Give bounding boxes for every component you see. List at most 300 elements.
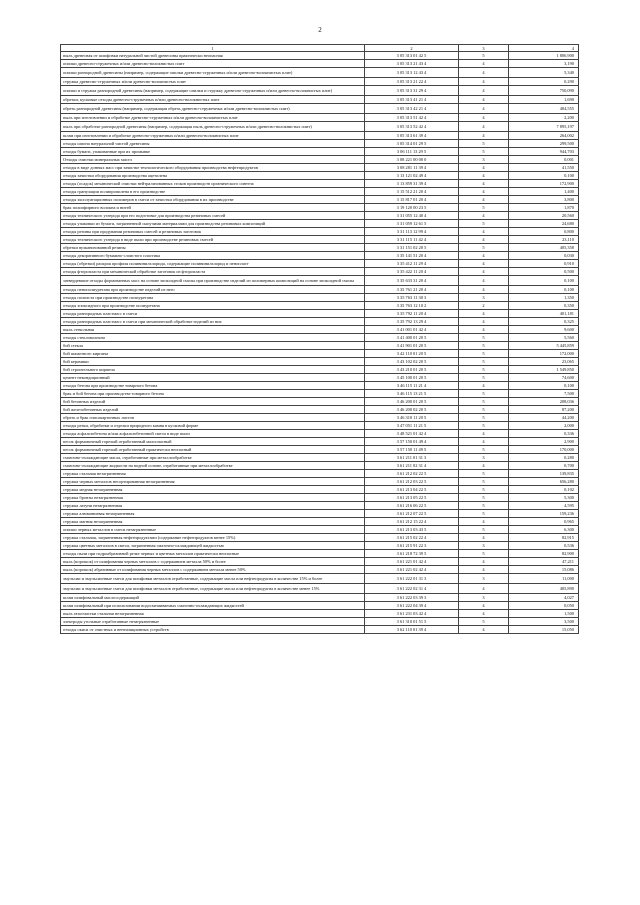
hazard-class-cell: 3: [459, 542, 509, 550]
table-row: [61, 566, 579, 574]
hazard-class-cell: 4: [459, 180, 509, 188]
table-row: [61, 366, 579, 374]
hazard-class-cell: 4: [459, 566, 509, 574]
fkko-code-cell: 3 31 115 11 42 4: [365, 236, 459, 244]
waste-name-cell: отходы шпона натуральной чистой древесины: [61, 140, 365, 148]
table-row: [61, 220, 579, 228]
fkko-code-cell: 3 46 115 13 21 5: [365, 390, 459, 398]
fkko-code-cell: 3 45 100 01 20 5: [365, 374, 459, 382]
waste-name-cell: обрезки вулканизованной резины: [61, 244, 365, 252]
fkko-code-cell: 3 31 151 02 20 5: [365, 244, 459, 252]
table-row: [61, 610, 579, 618]
table-row: [61, 204, 579, 212]
hazard-class-cell: 5: [459, 342, 509, 350]
waste-name-cell: шлам при изготовлении и обработке древесно-стружечных и/или древесно-волокнистых плит: [61, 132, 365, 140]
hazard-class-cell: 4: [459, 438, 509, 446]
hazard-class-cell: 4: [459, 164, 509, 172]
fkko-code-cell: 3 46 200 02 20 5: [365, 406, 459, 414]
quantity-cell: 2,900: [509, 438, 579, 446]
hazard-class-cell: 4: [459, 228, 509, 236]
quantity-cell: 0,536: [509, 542, 579, 550]
table-row: [61, 172, 579, 180]
hazard-class-cell: 4: [459, 310, 509, 318]
fkko-code-cell: 3 61 221 01 42 4: [365, 558, 459, 566]
hazard-class-cell: 4: [459, 626, 509, 634]
quantity-cell: 6,300: [509, 526, 579, 534]
fkko-code-cell: 3 46 200 01 20 5: [365, 398, 459, 406]
hazard-class-cell: 4: [459, 172, 509, 180]
quantity-cell: 1,350: [509, 294, 579, 302]
table-row: [61, 398, 579, 406]
hazard-class-cell: 5: [459, 446, 509, 454]
quantity-cell: 5,300: [509, 494, 579, 502]
table-header-row: [61, 45, 579, 52]
fkko-code-cell: 3 61 215 91 22 3: [365, 542, 459, 550]
quantity-cell: 405,358: [509, 244, 579, 252]
table-row: [61, 390, 579, 398]
table-row: [61, 60, 579, 68]
fkko-code-cell: 3 41 001 01 42 4: [365, 326, 459, 334]
header-col-3: 3: [459, 45, 509, 52]
table-row: [61, 584, 579, 594]
page-number: 2: [318, 26, 322, 34]
waste-name-cell: отходы декоративного бумажно-слоистого пластика: [61, 252, 365, 260]
table-row: [61, 430, 579, 438]
fkko-code-cell: 3 61 222 02 31 4: [365, 584, 459, 594]
waste-name-cell: электроды угольные отработанные незагрязненные: [61, 618, 365, 626]
table-row: [61, 510, 579, 518]
waste-name-cell: отходы в виде донных масс при зачистке технологического оборудования производства нефтепродуктов: [61, 164, 365, 172]
table-row: [61, 164, 579, 172]
fkko-code-cell: 3 61 221 02 42 4: [365, 566, 459, 574]
table-row: [61, 188, 579, 196]
table-row: [61, 414, 579, 422]
quantity-cell: 4,027: [509, 594, 579, 602]
waste-name-cell: отходы эксплуатационных полимеров в смеси от зачистки оборудования в их производстве: [61, 196, 365, 204]
hazard-class-cell: 5: [459, 244, 509, 252]
waste-name-cell: бой керамики: [61, 358, 365, 366]
waste-name-cell: смазочно-охлаждающие масла, отработанные при металлообработке: [61, 454, 365, 462]
hazard-class-cell: 3: [459, 594, 509, 602]
fkko-code-cell: 3 61 215 02 22 4: [365, 534, 459, 542]
quantity-cell: 0,800: [509, 228, 579, 236]
table-row: [61, 132, 579, 140]
waste-name-cell: отходы полиэста при производстве полиуретана: [61, 294, 365, 302]
quantity-cell: 0,965: [509, 518, 579, 526]
hazard-class-cell: 3: [459, 454, 509, 462]
table-row: [61, 68, 579, 78]
waste-name-cell: отходы эпоксидного при производстве полиуретана: [61, 302, 365, 310]
table-row: [61, 574, 579, 584]
table-row: [61, 470, 579, 478]
hazard-class-cell: 4: [459, 584, 509, 594]
waste-name-cell: стружка алюминиевая незагрязненная: [61, 510, 365, 518]
waste-name-cell: отходы стекловолокна: [61, 334, 365, 342]
hazard-class-cell: 5: [459, 334, 509, 342]
quantity-cell: 0,100: [509, 276, 579, 286]
waste-name-cell: стружка черных металлов несортированная незагрязненная: [61, 478, 365, 486]
quantity-cell: 0,910: [509, 260, 579, 268]
fkko-code-cell: 3 61 213 03 43 5: [365, 526, 459, 534]
table-row: [61, 122, 579, 132]
header-col-2: 2: [365, 45, 459, 52]
table-row: [61, 326, 579, 334]
quantity-cell: 1,690: [509, 96, 579, 104]
quantity-cell: 404,555: [509, 104, 579, 114]
hazard-class-cell: 4: [459, 60, 509, 68]
hazard-class-cell: 5: [459, 486, 509, 494]
waste-name-cell: стружка древесно-стружечных и/или древесно-волокнистых плит: [61, 78, 365, 86]
table-row: [61, 534, 579, 542]
table-row: [61, 212, 579, 220]
table-row: [61, 78, 579, 86]
quantity-cell: 5,340: [509, 68, 579, 78]
hazard-class-cell: 4: [459, 104, 509, 114]
waste-name-cell: отходы упаковки из бумаги, загрязненной сыпучими материалами для производства резиновых композиций: [61, 220, 365, 228]
fkko-code-cell: 3 35 792 13 29 4: [365, 318, 459, 326]
waste-name-cell: отходы асфальтобетона и/или асфальтобетонной смеси в виде пыли: [61, 430, 365, 438]
table-row: [61, 148, 579, 156]
waste-name-cell: отходы технического углерода при его подготовке для производства резиновых смесей: [61, 212, 365, 220]
table-row: [61, 454, 579, 462]
quantity-cell: 1 806,900: [509, 52, 579, 60]
quantity-cell: 0,100: [509, 382, 579, 390]
waste-name-cell: стружка бронзы незагрязненная: [61, 494, 365, 502]
quantity-cell: 0,325: [509, 318, 579, 326]
fkko-code-cell: 3 62 110 01 39 4: [365, 626, 459, 634]
table-row: [61, 494, 579, 502]
waste-name-cell: стружка стальная незагрязненная: [61, 470, 365, 478]
table-row: [61, 478, 579, 486]
waste-name-cell: смазочно-охлаждающие жидкости на водной основе, отработанные при металлообработке: [61, 462, 365, 470]
quantity-cell: 3,190: [509, 60, 579, 68]
quantity-cell: 9,600: [509, 326, 579, 334]
table-row: [61, 286, 579, 294]
fkko-code-cell: 3 57 150 01 49 4: [365, 438, 459, 446]
quantity-cell: 82,915: [509, 534, 579, 542]
hazard-class-cell: 4: [459, 430, 509, 438]
fkko-code-cell: 3 19 120 00 23 5: [365, 204, 459, 212]
waste-table-container: [60, 44, 578, 634]
hazard-class-cell: 5: [459, 414, 509, 422]
quantity-cell: 4,595: [509, 502, 579, 510]
hazard-class-cell: 5: [459, 358, 509, 366]
quantity-cell: 20,560: [509, 212, 579, 220]
table-row: [61, 502, 579, 510]
fkko-code-cell: 3 35 792 11 20 4: [365, 310, 459, 318]
quantity-cell: 7 895,197: [509, 122, 579, 132]
hazard-class-cell: 5: [459, 526, 509, 534]
quantity-cell: 944,703: [509, 148, 579, 156]
waste-name-cell: отходы резки, обработки и отделки природного камня в кусковой форме: [61, 422, 365, 430]
table-row: [61, 302, 579, 310]
fkko-code-cell: 3 35 763 11 30 3: [365, 294, 459, 302]
quantity-cell: 0,700: [509, 462, 579, 470]
fkko-code-cell: 3 57 150 11 49 5: [365, 446, 459, 454]
waste-name-cell: отходы окиси от очистных и вентиляционных устройств: [61, 626, 365, 634]
fkko-code-cell: 3 41 400 01 20 5: [365, 334, 459, 342]
waste-name-cell: пыль при обработке разнородной древесины (например, содержащая пыль древесно-стружечных и/или древесно-волокнистых плит): [61, 122, 365, 132]
waste-name-cell: опилки черных металлов в смеси незагрязненные: [61, 526, 365, 534]
waste-name-cell: отходы пыли при гидроабразивной резке черных и цветных металлов практически неопасные: [61, 550, 365, 558]
hazard-class-cell: 4: [459, 382, 509, 390]
quantity-cell: 405,890: [509, 584, 579, 594]
hazard-class-cell: 4: [459, 78, 509, 86]
quantity-cell: 1,870: [509, 204, 579, 212]
hazard-class-cell: 4: [459, 122, 509, 132]
fkko-code-cell: 3 61 213 04 22 5: [365, 486, 459, 494]
fkko-code-cell: 3 06 111 13 29 5: [365, 148, 459, 156]
fkko-code-cell: 3 61 222 04 39 4: [365, 602, 459, 610]
fkko-code-cell: 3 35 633 31 20 4: [365, 276, 459, 286]
waste-name-cell: отходы (обрезки) раскроя профиля поливинилхлорида, содержащие поливинилхлорид и пенопласт: [61, 260, 365, 268]
fkko-code-cell: 3 31 113 12 99 4: [365, 228, 459, 236]
waste-name-cell: эмульсии и эмульсионные смеси для шлифовки металлов отработанные, содержащие масла или нефтепродукты в количестве менее 15%: [61, 584, 365, 594]
waste-name-cell: отходы резины при продувании резиновых смесей и резиновых заготовок: [61, 228, 365, 236]
waste-name-cell: бой бетонных изделий: [61, 398, 365, 406]
fkko-code-cell: 3 35 141 51 20 4: [365, 252, 459, 260]
quantity-cell: 170,000: [509, 446, 579, 454]
table-row: [61, 228, 579, 236]
table-row: [61, 518, 579, 526]
table-row: [61, 446, 579, 454]
header-col-1: 1: [61, 45, 365, 52]
quantity-cell: 1 549,850: [509, 366, 579, 374]
waste-name-cell: отходы (осадок) механической очистки нейтрализованных стоков производств органического синтеза: [61, 180, 365, 188]
table-row: [61, 358, 579, 366]
table-row: [61, 276, 579, 286]
waste-name-cell: бой железобетонных изделий: [61, 406, 365, 414]
hazard-class-cell: 3: [459, 574, 509, 584]
table-row: [61, 294, 579, 302]
fkko-code-cell: 3 61 218 72 39 5: [365, 550, 459, 558]
table-row: [61, 542, 579, 550]
quantity-cell: 41,550: [509, 164, 579, 172]
fkko-code-cell: 3 61 211 01 31 3: [365, 454, 459, 462]
quantity-cell: 1,500: [509, 610, 579, 618]
fkko-code-cell: 3 43 102 02 20 5: [365, 358, 459, 366]
hazard-class-cell: 4: [459, 286, 509, 294]
hazard-class-cell: 4: [459, 558, 509, 566]
fkko-code-cell: 3 13 859 31 39 4: [365, 180, 459, 188]
table-row: [61, 350, 579, 358]
fkko-code-cell: 3 61 212 07 22 5: [365, 510, 459, 518]
quantity-cell: 0,280: [509, 454, 579, 462]
hazard-class-cell: 5: [459, 220, 509, 228]
hazard-class-cell: 4: [459, 276, 509, 286]
fkko-code-cell: 3 05 313 61 39 4: [365, 132, 459, 140]
waste-name-cell: опилки разнородной древесины (например, содержащие опилки древесно-стружечных и/или древесно-волокнистых плит): [61, 68, 365, 78]
waste-name-cell: песок формовочный горелый отработанный малоопасный: [61, 438, 365, 446]
hazard-class-cell: 5: [459, 478, 509, 486]
table-row: [61, 602, 579, 610]
waste-name-cell: опилки и стружка разнородной древесины (например, содержащие опилки и стружку древесно-стружечных и/или древесно-волокнистых плит): [61, 86, 365, 96]
hazard-class-cell: 4: [459, 212, 509, 220]
waste-name-cell: Отходы очистки минеральных масел: [61, 156, 365, 164]
quantity-cell: 656,280: [509, 478, 579, 486]
waste-name-cell: шлам шлифовальный при использовании водосмешиваемых смазочно-охлаждающих жидкостей: [61, 602, 365, 610]
hazard-class-cell: 5: [459, 350, 509, 358]
fkko-code-cell: 3 05 313 01 42 5: [365, 52, 459, 60]
quantity-cell: 15,050: [509, 626, 579, 634]
waste-name-cell: отходы бетона при производстве товарного бетона: [61, 382, 365, 390]
waste-name-cell: стружка латуни незагрязненная: [61, 502, 365, 510]
hazard-class-cell: 3: [459, 294, 509, 302]
table-row: [61, 318, 579, 326]
waste-name-cell: обрезь разнородной древесины (например, содержащая обрезь древесно-стружечных и/или древесно-волокнистых плит): [61, 104, 365, 114]
waste-name-cell: отходы фторопласта при механической обработке заготовок из фторопласта: [61, 268, 365, 276]
quantity-cell: 0,350: [509, 302, 579, 310]
table-row: [61, 594, 579, 602]
waste-name-cell: стружка медная незагрязненная: [61, 486, 365, 494]
fkko-code-cell: 3 13 121 02 49 4: [365, 172, 459, 180]
fkko-code-cell: 3 35 761 21 20 4: [365, 286, 459, 294]
quantity-cell: 0,001: [509, 156, 579, 164]
fkko-code-cell: 3 15 817 01 20 4: [365, 196, 459, 204]
quantity-cell: 139,835: [509, 470, 579, 478]
quantity-cell: 1,400: [509, 188, 579, 196]
hazard-class-cell: 4: [459, 86, 509, 96]
waste-name-cell: затвердевшие отходы формованных масс на основе эпоксидной смолы при производстве изделий из полимерных композиций на основе эпоксидной смолы: [61, 276, 365, 286]
quantity-cell: 47,211: [509, 558, 579, 566]
fkko-code-cell: 3 61 213 05 22 5: [365, 494, 459, 502]
quantity-cell: 172,000: [509, 350, 579, 358]
waste-name-cell: опилки древесно-стружечных и/или древесно-волокнистых плит: [61, 60, 365, 68]
waste-name-cell: пыль газоочистки стальная незагрязненная: [61, 610, 365, 618]
fkko-code-cell: 3 31 059 12 61 5: [365, 220, 459, 228]
fkko-code-cell: 3 61 212 03 22 5: [365, 478, 459, 486]
quantity-cell: 159,236: [509, 510, 579, 518]
quantity-cell: 0,500: [509, 268, 579, 276]
quantity-cell: 5,560: [509, 334, 579, 342]
waste-name-cell: бой шамотного кирпича: [61, 350, 365, 358]
hazard-class-cell: 5: [459, 502, 509, 510]
quantity-cell: 82,900: [509, 550, 579, 558]
quantity-cell: 11,000: [509, 574, 579, 584]
table-row: [61, 526, 579, 534]
waste-name-cell: обрезки, кусковые отходы древесно-стружечных и/или древесно-волокнистых плит: [61, 96, 365, 104]
table-row: [61, 462, 579, 470]
table-row: [61, 196, 579, 204]
table-row: [61, 86, 579, 96]
hazard-class-cell: 5: [459, 494, 509, 502]
hazard-class-cell: 5: [459, 390, 509, 398]
quantity-cell: 0,100: [509, 172, 579, 180]
hazard-class-cell: 3: [459, 156, 509, 164]
hazard-class-cell: 4: [459, 518, 509, 526]
quantity-cell: 23,065: [509, 358, 579, 366]
waste-name-cell: отходы пенополиуретана при производстве изделий из него: [61, 286, 365, 294]
fkko-code-cell: 3 61 212 02 22 5: [365, 470, 459, 478]
waste-name-cell: пыль древесная от шлифовки натуральной чистой древесины практически неопасная: [61, 52, 365, 60]
waste-name-cell: пыль при изготовлении и обработке древесно-стружечных и/или древесно-волокнистых плит: [61, 114, 365, 122]
quantity-cell: 2,200: [509, 114, 579, 122]
fkko-code-cell: 3 61 222 01 31 3: [365, 574, 459, 584]
fkko-code-cell: 3 05 314 01 29 5: [365, 140, 459, 148]
hazard-class-cell: 4: [459, 462, 509, 470]
quantity-cell: 264,002: [509, 132, 579, 140]
hazard-class-cell: 4: [459, 326, 509, 334]
waste-name-cell: эмульсии и эмульсионные смеси для шлифовки металлов отработанные, содержащие масла или нефтепродукты в количестве 15% и более: [61, 574, 365, 584]
hazard-class-cell: 4: [459, 602, 509, 610]
waste-name-cell: пыль (порошок) абразивные от шлифования черных металлов с содержанием металла менее 50%: [61, 566, 365, 574]
fkko-code-cell: 3 61 212 15 22 4: [365, 518, 459, 526]
quantity-cell: 0,100: [509, 286, 579, 294]
waste-name-cell: песок формовочный горелый отработанный практически неопасный: [61, 446, 365, 454]
header-col-4: 4: [509, 45, 579, 52]
fkko-code-cell: 3 08 281 11 39 4: [365, 164, 459, 172]
hazard-class-cell: 4: [459, 188, 509, 196]
fkko-code-cell: 3 05 313 21 43 4: [365, 60, 459, 68]
table-row: [61, 268, 579, 276]
hazard-class-cell: 4: [459, 236, 509, 244]
waste-name-cell: стружка цветных металлов в смеси, загрязненная смазочно-охлаждающей жидкостью: [61, 542, 365, 550]
quantity-cell: 0,102: [509, 486, 579, 494]
fkko-code-cell: 3 61 211 02 31 4: [365, 462, 459, 470]
quantity-cell: 401,181: [509, 310, 579, 318]
waste-name-cell: стружка стальная, загрязненная нефтепродуктами (содержание нефтепродуктов менее 15%): [61, 534, 365, 542]
hazard-class-cell: 5: [459, 52, 509, 60]
fkko-code-cell: 3 47 051 11 21 5: [365, 422, 459, 430]
hazard-class-cell: 4: [459, 196, 509, 204]
table-row: [61, 558, 579, 566]
waste-name-cell: обрезь и брак гипсокартонных листов: [61, 414, 365, 422]
fkko-code-cell: 3 15 512 21 20 4: [365, 188, 459, 196]
quantity-cell: 208,036: [509, 398, 579, 406]
waste-name-cell: отходы разнородных пластмасс в смеси при механической обработке изделий из них: [61, 318, 365, 326]
fkko-code-cell: 3 08 221 00 00 0: [365, 156, 459, 164]
table-row: [61, 342, 579, 350]
table-row: [61, 114, 579, 122]
fkko-code-cell: 3 42 110 01 20 5: [365, 350, 459, 358]
table-row: [61, 140, 579, 148]
quantity-cell: 0,290: [509, 78, 579, 86]
waste-name-cell: бой стекла: [61, 342, 365, 350]
hazard-class-cell: 5: [459, 470, 509, 478]
hazard-class-cell: 4: [459, 252, 509, 260]
quantity-cell: 0,050: [509, 602, 579, 610]
waste-name-cell: отходы разнородных пластмасс в смеси: [61, 310, 365, 318]
table-row: [61, 52, 579, 60]
fkko-code-cell: 3 35 412 11 29 4: [365, 260, 459, 268]
hazard-class-cell: 2: [459, 302, 509, 310]
hazard-class-cell: 5: [459, 618, 509, 626]
table-row: [61, 334, 579, 342]
table-row: [61, 374, 579, 382]
table-row: [61, 236, 579, 244]
hazard-class-cell: 4: [459, 260, 509, 268]
fkko-code-cell: 3 05 313 51 42 4: [365, 114, 459, 122]
waste-name-cell: брак и бой бетона при производстве товарного бетона: [61, 390, 365, 398]
quantity-cell: 23,110: [509, 236, 579, 244]
fkko-code-cell: 3 31 055 12 40 4: [365, 212, 459, 220]
hazard-class-cell: 5: [459, 550, 509, 558]
fkko-code-cell: 3 05 313 42 21 4: [365, 104, 459, 114]
table-row: [61, 422, 579, 430]
quantity-cell: 750,090: [509, 86, 579, 96]
quantity-cell: 172,900: [509, 180, 579, 188]
quantity-cell: 5 445,859: [509, 342, 579, 350]
table-row: [61, 310, 579, 318]
fkko-code-cell: 3 61 222 03 39 3: [365, 594, 459, 602]
waste-name-cell: шлам шлифовальный маслосодержащий: [61, 594, 365, 602]
hazard-class-cell: 4: [459, 132, 509, 140]
table-row: [61, 382, 579, 390]
quantity-cell: 87,200: [509, 406, 579, 414]
table-row: [61, 180, 579, 188]
table-row: [61, 260, 579, 268]
table-row: [61, 626, 579, 634]
